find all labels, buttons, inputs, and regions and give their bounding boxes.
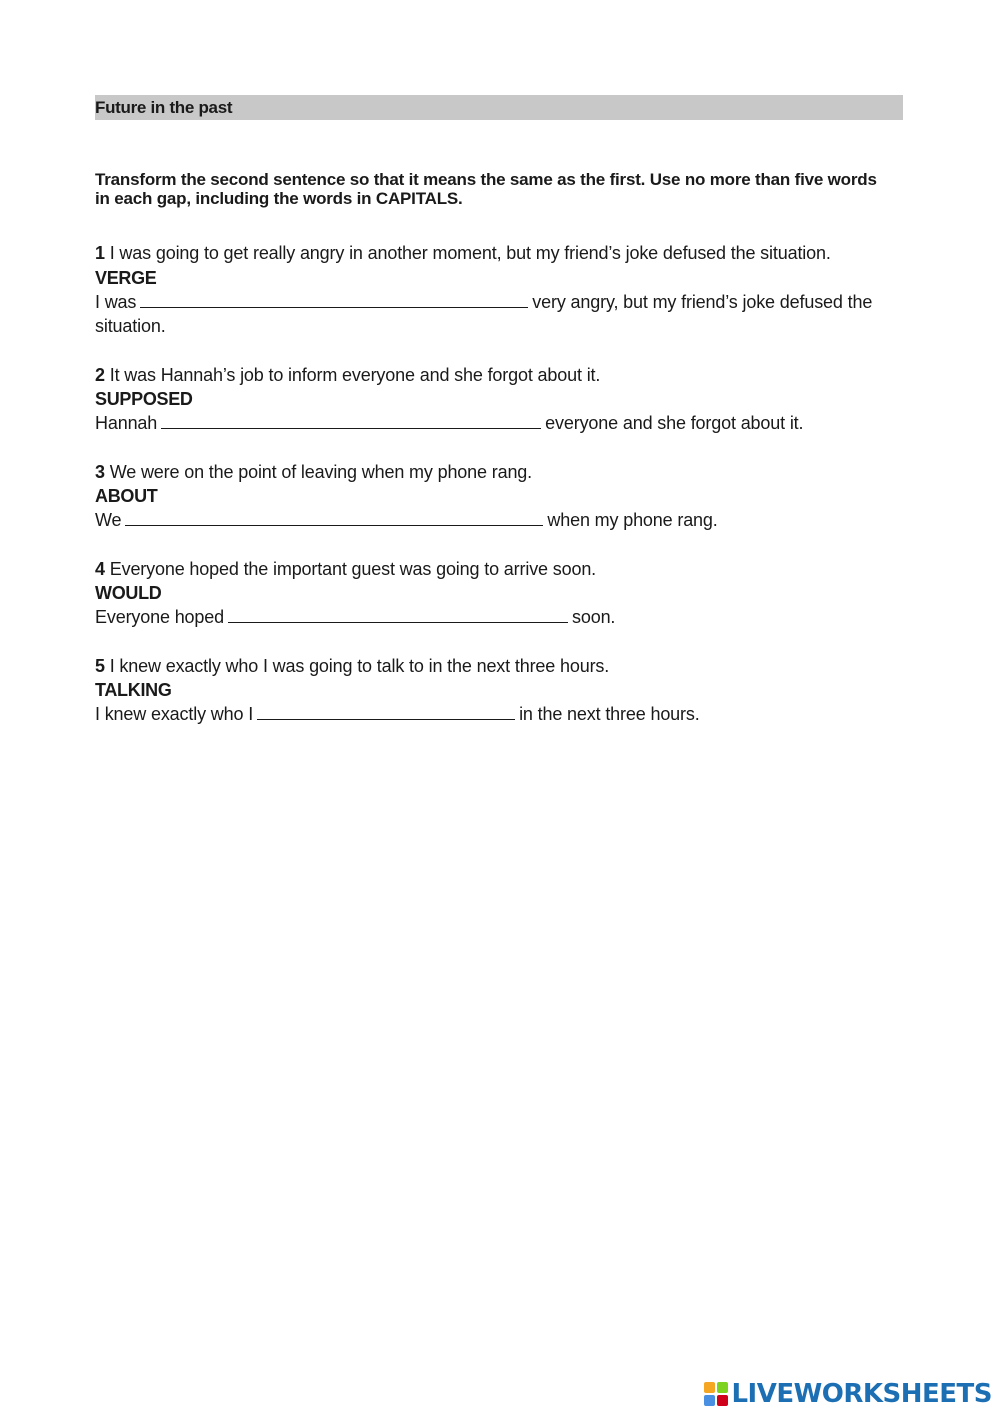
logo-square bbox=[704, 1395, 715, 1406]
logo-mark-icon bbox=[704, 1382, 728, 1406]
exercise-item-4 bbox=[95, 557, 905, 630]
answer-suffix: soon. bbox=[572, 607, 616, 627]
answer-suffix: very angry, but my friend’s joke defused the situation. bbox=[95, 291, 873, 336]
answer-suffix: everyone and she forgot about it. bbox=[545, 413, 804, 433]
item-number: 4 bbox=[95, 558, 105, 579]
exercise-item-1 bbox=[95, 241, 905, 339]
answer-gap[interactable] bbox=[257, 703, 515, 720]
answer-prefix: Hannah bbox=[95, 413, 158, 433]
logo-square bbox=[717, 1382, 728, 1393]
logo-square bbox=[704, 1382, 715, 1393]
exercise-item-2 bbox=[95, 363, 905, 436]
exercise-item-5 bbox=[95, 654, 905, 727]
keyword: SUPPOSED bbox=[95, 389, 193, 409]
item-number: 5 bbox=[95, 655, 105, 676]
title-bar bbox=[95, 95, 903, 120]
instructions: Transform the second sentence so that it means the same as the first. Use no more than five words in each gap, including the words in CAPITALS. bbox=[95, 170, 877, 208]
answer-gap[interactable] bbox=[161, 412, 541, 429]
answer-gap[interactable] bbox=[140, 291, 528, 308]
item-number: 3 bbox=[95, 461, 105, 482]
keyword: VERGE bbox=[95, 267, 157, 288]
answer-prefix: I knew exactly who I bbox=[95, 704, 254, 724]
keyword: ABOUT bbox=[95, 486, 158, 506]
original-sentence: I knew exactly who I was going to talk to in the next three hours. bbox=[109, 655, 610, 676]
answer-gap[interactable] bbox=[125, 509, 543, 526]
answer-prefix: We bbox=[95, 510, 122, 530]
logo-text: LIVEWORKSHEETS bbox=[731, 1379, 992, 1409]
worksheet-title: Future in the past bbox=[95, 98, 233, 117]
original-sentence: Everyone hoped the important guest was going to arrive soon. bbox=[109, 558, 597, 579]
keyword: WOULD bbox=[95, 583, 162, 603]
liveworksheets-logo bbox=[704, 1379, 992, 1409]
original-sentence: It was Hannah’s job to inform everyone and she forgot about it. bbox=[109, 364, 601, 385]
answer-prefix: Everyone hoped bbox=[95, 607, 224, 627]
answer-prefix: I was bbox=[95, 291, 137, 312]
keyword: TALKING bbox=[95, 680, 172, 700]
original-sentence: I was going to get really angry in another moment, but my friend’s joke defused the situation. bbox=[109, 243, 831, 263]
exercise-item-3 bbox=[95, 460, 905, 533]
item-number: 2 bbox=[95, 364, 105, 385]
original-sentence: We were on the point of leaving when my phone rang. bbox=[109, 461, 533, 482]
answer-suffix: in the next three hours. bbox=[519, 704, 700, 724]
answer-gap[interactable] bbox=[228, 606, 568, 623]
exercise-list bbox=[95, 241, 905, 751]
item-number: 1 bbox=[95, 243, 105, 263]
answer-suffix: when my phone rang. bbox=[547, 510, 718, 530]
logo-square bbox=[717, 1395, 728, 1406]
